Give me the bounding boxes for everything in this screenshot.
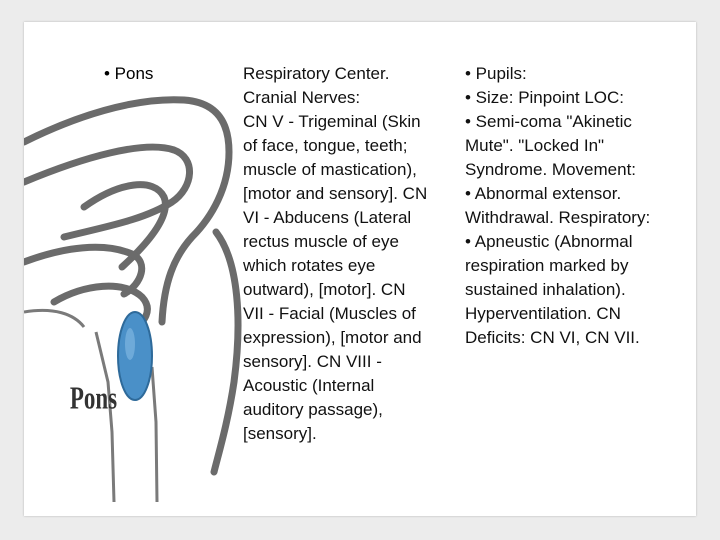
cranial-nerves-line: sensory]. CN VIII - [243, 352, 382, 371]
pupils-line: Mute". "Locked In" [465, 136, 605, 155]
cranial-nerves-line: which rotates eye [243, 256, 376, 275]
pupils-line: • Abnormal extensor. [465, 184, 622, 203]
cranial-nerves-line: [sensory]. [243, 424, 317, 443]
cranial-nerves-line: [motor and sensory]. CN [243, 184, 428, 203]
cranial-nerves-line: VII - Facial (Muscles of [243, 304, 416, 323]
pons-diagram-label: Pons [69, 380, 118, 417]
cranial-nerves-line: expression), [motor and [243, 328, 422, 347]
pons-highlight [118, 312, 152, 400]
cranial-nerves-line: Acoustic (Internal [243, 376, 375, 395]
pupils-line: respiration marked by [465, 256, 629, 275]
hypothalamus-line [24, 310, 84, 327]
cranial-nerves-line: VI - Abducens (Lateral [243, 208, 412, 227]
brainstem-edge-left [96, 332, 114, 502]
cranial-nerves-line: muscle of mastication), [243, 160, 417, 179]
slide [24, 22, 696, 516]
cranial-nerves-line: Respiratory Center. [243, 64, 390, 83]
pupils-line: Hyperventilation. CN [465, 304, 621, 323]
cranial-nerves-line: Cranial Nerves: [243, 88, 361, 107]
pupils-line: • Semi-coma "Akinetic [465, 112, 632, 131]
brainstem-edge-right [152, 367, 157, 502]
pupils-line: Withdrawal. Respiratory: [465, 208, 651, 227]
cerebellum-edge [214, 232, 238, 472]
cranial-nerves-line: rectus muscle of eye [243, 232, 399, 251]
pupils-line: • Apneustic (Abnormal [465, 232, 633, 251]
pupils-line: Syndrome. Movement: [465, 160, 637, 179]
pupils-line: • Size: Pinpoint LOC: [465, 88, 625, 107]
pons-highlight-shine [125, 328, 135, 360]
cranial-nerves-line: CN V - Trigeminal (Skin [243, 112, 421, 131]
pupils-column [465, 62, 695, 350]
cranial-nerves-line: outward), [motor]. CN [243, 280, 406, 299]
cranial-nerves-line: of face, tongue, teeth; [243, 136, 408, 155]
cranial-nerves-column [243, 62, 473, 446]
pupils-line: • Pupils: [465, 64, 527, 83]
pupils-line: sustained inhalation). [465, 280, 626, 299]
cranial-nerves-line: auditory passage), [243, 400, 383, 419]
pupils-line: Deficits: CN VI, CN VII. [465, 328, 640, 347]
left-bullet-pons: • Pons [104, 64, 154, 83]
